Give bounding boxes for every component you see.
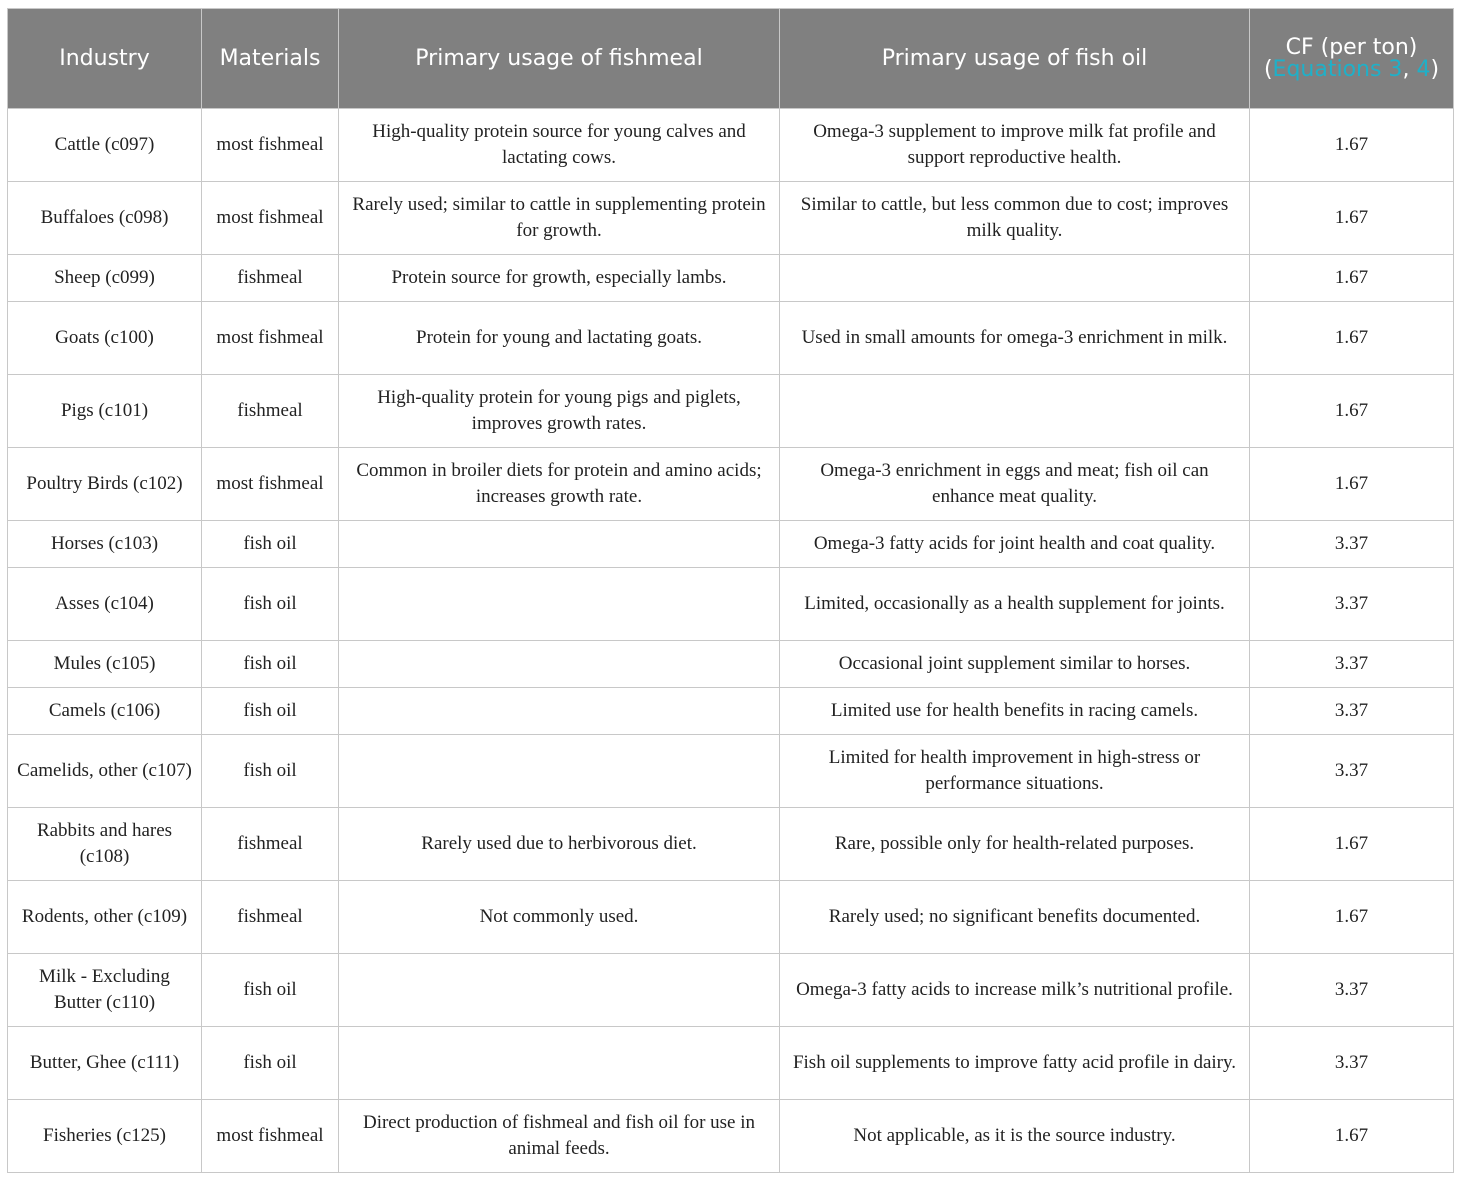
table-row <box>8 302 1454 375</box>
materials-cell: fish oil <box>202 688 339 735</box>
fish-oil-usage-cell: Not applicable, as it is the source industry. <box>780 1100 1250 1173</box>
cf-value-cell: 1.67 <box>1250 375 1454 448</box>
fish-oil-usage-cell: Similar to cattle, but less common due to cost; improves milk quality. <box>780 182 1250 255</box>
header-fishmeal-usage: Primary usage of fishmeal <box>339 9 780 109</box>
fishmeal-usage-cell: High-quality protein for young pigs and piglets, improves growth rates. <box>339 375 780 448</box>
industry-cell: Cattle (c097) <box>8 109 202 182</box>
table-body <box>8 109 1454 1173</box>
cf-value-cell: 3.37 <box>1250 688 1454 735</box>
fish-oil-usage-cell <box>780 255 1250 302</box>
cf-value-cell: 3.37 <box>1250 1027 1454 1100</box>
cf-value-cell: 3.37 <box>1250 641 1454 688</box>
fishmeal-usage-cell: Protein source for growth, especially lambs. <box>339 255 780 302</box>
industry-cell: Camels (c106) <box>8 688 202 735</box>
materials-cell: fish oil <box>202 568 339 641</box>
table-row <box>8 688 1454 735</box>
industry-cell: Poultry Birds (c102) <box>8 448 202 521</box>
fish-oil-usage-cell: Omega-3 fatty acids to increase milk’s nutritional profile. <box>780 954 1250 1027</box>
cf-value-cell: 1.67 <box>1250 255 1454 302</box>
table-row <box>8 735 1454 808</box>
fishmeal-usage-cell <box>339 521 780 568</box>
fish-oil-usage-cell: Fish oil supplements to improve fatty acid profile in dairy. <box>780 1027 1250 1100</box>
industry-cell: Horses (c103) <box>8 521 202 568</box>
header-materials: Materials <box>202 9 339 109</box>
industry-cell: Milk - Excluding Butter (c110) <box>8 954 202 1027</box>
cf-value-cell: 3.37 <box>1250 521 1454 568</box>
industry-cell: Butter, Ghee (c111) <box>8 1027 202 1100</box>
industry-cell: Rodents, other (c109) <box>8 881 202 954</box>
materials-cell: most fishmeal <box>202 1100 339 1173</box>
fish-oil-usage-cell: Limited use for health benefits in racing camels. <box>780 688 1250 735</box>
materials-cell: fish oil <box>202 735 339 808</box>
materials-cell: fish oil <box>202 521 339 568</box>
fish-oil-usage-cell: Limited for health improvement in high-stress or performance situations. <box>780 735 1250 808</box>
cf-suffix: ) <box>1430 56 1440 82</box>
fishmeal-usage-cell: Rarely used; similar to cattle in supplementing protein for growth. <box>339 182 780 255</box>
fishmeal-usage-cell: Direct production of fishmeal and fish oil for use in animal feeds. <box>339 1100 780 1173</box>
cf-value-cell: 1.67 <box>1250 808 1454 881</box>
materials-cell: most fishmeal <box>202 109 339 182</box>
industry-cell: Pigs (c101) <box>8 375 202 448</box>
fish-oil-usage-cell: Omega-3 fatty acids for joint health and coat quality. <box>780 521 1250 568</box>
fishmeal-usage-cell <box>339 954 780 1027</box>
industry-cell: Fisheries (c125) <box>8 1100 202 1173</box>
cf-value-cell: 1.67 <box>1250 109 1454 182</box>
fishmeal-usage-cell <box>339 735 780 808</box>
header-industry: Industry <box>8 9 202 109</box>
table-row <box>8 182 1454 255</box>
fish-oil-usage-cell: Omega-3 supplement to improve milk fat profile and support reproductive health. <box>780 109 1250 182</box>
fishmeal-usage-cell: High-quality protein source for young calves and lactating cows. <box>339 109 780 182</box>
fishmeal-usage-cell <box>339 568 780 641</box>
industry-cell: Camelids, other (c107) <box>8 735 202 808</box>
cf-label: CF (per ton) ( <box>1263 34 1418 82</box>
table-row <box>8 109 1454 182</box>
table-row <box>8 1100 1454 1173</box>
fishmeal-usage-cell <box>339 1027 780 1100</box>
fishmeal-usage-cell <box>339 641 780 688</box>
materials-cell: fish oil <box>202 1027 339 1100</box>
materials-cell: fishmeal <box>202 881 339 954</box>
header-fish-oil-usage: Primary usage of fish oil <box>780 9 1250 109</box>
table-row <box>8 954 1454 1027</box>
fishmeal-usage-cell <box>339 688 780 735</box>
cf-value-cell: 3.37 <box>1250 735 1454 808</box>
fishmeal-usage-cell: Protein for young and lactating goats. <box>339 302 780 375</box>
industry-cell: Goats (c100) <box>8 302 202 375</box>
fish-oil-usage-cell: Omega-3 enrichment in eggs and meat; fish oil can enhance meat quality. <box>780 448 1250 521</box>
industry-cell: Asses (c104) <box>8 568 202 641</box>
fish-oil-usage-cell: Rare, possible only for health-related purposes. <box>780 808 1250 881</box>
cf-value-cell: 1.67 <box>1250 448 1454 521</box>
fish-oil-usage-cell: Occasional joint supplement similar to horses. <box>780 641 1250 688</box>
table-row <box>8 641 1454 688</box>
cf-value-cell: 3.37 <box>1250 568 1454 641</box>
table-row <box>8 568 1454 641</box>
materials-cell: fishmeal <box>202 375 339 448</box>
cf-value-cell: 1.67 <box>1250 302 1454 375</box>
header-cf <box>1250 9 1454 109</box>
table-row <box>8 375 1454 448</box>
materials-cell: fish oil <box>202 954 339 1027</box>
materials-cell: fishmeal <box>202 808 339 881</box>
materials-cell: most fishmeal <box>202 182 339 255</box>
cf-separator: , <box>1402 56 1417 82</box>
fish-oil-usage-cell: Limited, occasionally as a health supplement for joints. <box>780 568 1250 641</box>
table-row <box>8 881 1454 954</box>
materials-cell: most fishmeal <box>202 302 339 375</box>
materials-cell: fishmeal <box>202 255 339 302</box>
cf-value-cell: 3.37 <box>1250 954 1454 1027</box>
industry-cell: Sheep (c099) <box>8 255 202 302</box>
fishmeal-usage-table <box>7 8 1454 1173</box>
fishmeal-usage-cell: Common in broiler diets for protein and amino acids; increases growth rate. <box>339 448 780 521</box>
cf-value-cell: 1.67 <box>1250 1100 1454 1173</box>
industry-cell: Buffaloes (c098) <box>8 182 202 255</box>
materials-cell: most fishmeal <box>202 448 339 521</box>
table-row <box>8 1027 1454 1100</box>
table-row <box>8 255 1454 302</box>
industry-cell: Mules (c105) <box>8 641 202 688</box>
industry-cell: Rabbits and hares (c108) <box>8 808 202 881</box>
equations-link[interactable]: Equations 3 <box>1272 56 1403 82</box>
table-row <box>8 808 1454 881</box>
materials-cell: fish oil <box>202 641 339 688</box>
fishmeal-usage-cell: Not commonly used. <box>339 881 780 954</box>
table-row <box>8 448 1454 521</box>
cf-value-cell: 1.67 <box>1250 182 1454 255</box>
fish-oil-usage-cell <box>780 375 1250 448</box>
equation-4-link[interactable]: 4 <box>1416 56 1431 82</box>
cf-value-cell: 1.67 <box>1250 881 1454 954</box>
table-row <box>8 521 1454 568</box>
fish-oil-usage-cell: Used in small amounts for omega-3 enrichment in milk. <box>780 302 1250 375</box>
header-row <box>8 9 1454 109</box>
fish-oil-usage-cell: Rarely used; no significant benefits documented. <box>780 881 1250 954</box>
fishmeal-usage-cell: Rarely used due to herbivorous diet. <box>339 808 780 881</box>
